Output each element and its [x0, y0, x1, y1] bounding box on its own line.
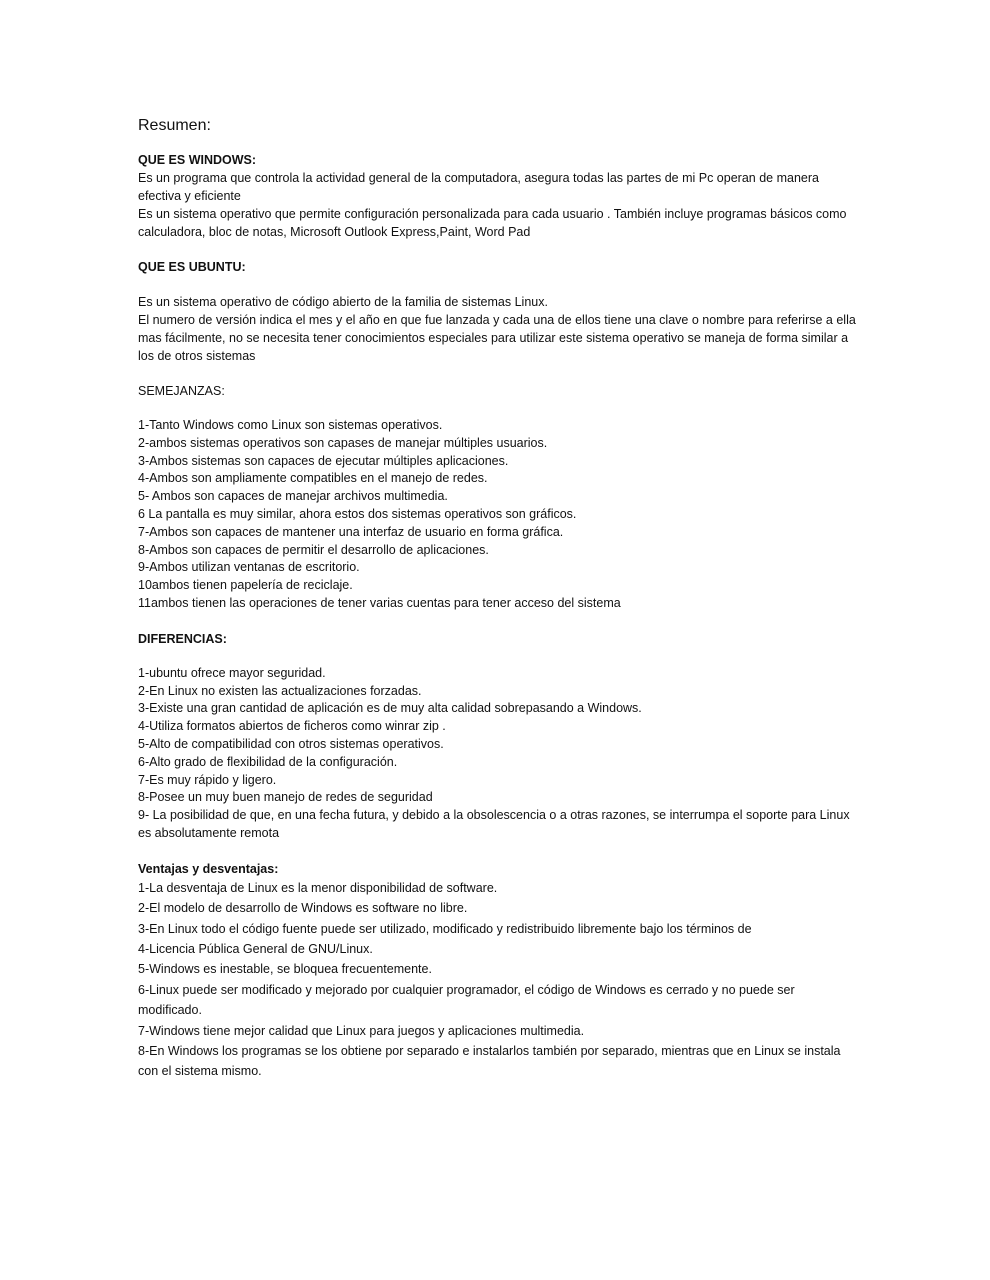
list-item: 1-ubuntu ofrece mayor seguridad. [138, 665, 326, 680]
list-item: 3-Existe una gran cantidad de aplicación es de muy alta calidad sobrepasando a Windows. [138, 701, 642, 716]
list-item: 1-Tanto Windows como Linux son sistemas operativos. [138, 418, 443, 432]
section-windows [138, 151, 858, 241]
section-diferencias [138, 630, 858, 843]
windows-paragraph-1: Es un programa que controla la actividad general de la computadora, asegura todas las partes de mi Pc operan de manera efectiva y eficiente [138, 171, 819, 203]
list-item: 5-Alto de compatibilidad con otros sistemas operativos. [138, 736, 444, 751]
list-item: 7-Es muy rápido y ligero. [138, 772, 277, 787]
list-item: 9- La posibilidad de que, en una fecha futura, y debido a la obsolescencia o a otras razones, se interrumpa el soporte para Linux es absolutamente remota [138, 808, 850, 840]
section-ventajas [138, 860, 858, 1082]
page-title: Resumen: [138, 117, 211, 134]
list-item: 5- Ambos son capaces de manejar archivos multimedia. [138, 489, 448, 504]
list-item: 1-La desventaja de Linux es la menor disponibilidad de software. [138, 880, 498, 895]
list-item: 7-Ambos son capaces de mantener una interfaz de usuario en forma gráfica. [138, 524, 564, 539]
spacer [138, 365, 858, 382]
spacer [138, 241, 858, 258]
spacer [138, 276, 858, 293]
list-item: 6 La pantalla es muy similar, ahora estos dos sistemas operativos son gráficos. [138, 506, 577, 521]
semejanzas-list [138, 417, 858, 613]
heading-windows: QUE ES WINDOWS: [138, 153, 257, 167]
list-item: 2-ambos sistemas operativos son capases de manejar múltiples usuarios. [138, 435, 548, 450]
list-item: 6-Linux puede ser modificado y mejorado por cualquier programador, el código de Windows es cerrado y no puede ser modificado. [138, 982, 795, 1018]
spacer [138, 843, 858, 860]
list-item: 9-Ambos utilizan ventanas de escritorio. [138, 560, 360, 575]
heading-semejanzas: SEMEJANZAS: [138, 384, 225, 398]
list-item: 5-Windows es inestable, se bloquea frecuentemente. [138, 962, 432, 977]
list-item: 8-En Windows los programas se los obtiene por separado e instalarlos también por separado, mientras que en Linux se instala con el sistema mismo. [138, 1043, 841, 1079]
spacer [138, 648, 858, 665]
list-item: 4-Ambos son ampliamente compatibles en el manejo de redes. [138, 471, 488, 486]
list-item: 4-Utiliza formatos abiertos de ficheros como winrar zip . [138, 719, 446, 734]
section-ubuntu [138, 258, 858, 365]
list-item: 7-Windows tiene mejor calidad que Linux para juegos y aplicaciones multimedia. [138, 1023, 585, 1038]
list-item: 3-En Linux todo el código fuente puede ser utilizado, modificado y redistribuido libremente bajo los términos de [138, 921, 752, 936]
list-item: 2-En Linux no existen las actualizaciones forzadas. [138, 683, 422, 698]
heading-ventajas: Ventajas y desventajas: [138, 861, 279, 876]
spacer [138, 613, 858, 630]
ventajas-list [138, 878, 858, 1082]
section-semejanzas [138, 382, 858, 613]
list-item: 11ambos tienen las operaciones de tener varias cuentas para tener acceso del sistema [138, 595, 621, 610]
list-item: 6-Alto grado de flexibilidad de la configuración. [138, 754, 398, 769]
heading-diferencias: DIFERENCIAS: [138, 631, 227, 646]
list-item: 8-Ambos son capaces de permitir el desarrollo de aplicaciones. [138, 542, 489, 557]
list-item: 10ambos tienen papelería de reciclaje. [138, 578, 353, 593]
diferencias-list [138, 665, 858, 843]
list-item: 8-Posee un muy buen manejo de redes de seguridad [138, 790, 433, 805]
spacer [138, 400, 858, 417]
heading-ubuntu: QUE ES UBUNTU: [138, 260, 246, 274]
list-item: 4-Licencia Pública General de GNU/Linux. [138, 941, 373, 956]
list-item: 2-El modelo de desarrollo de Windows es software no libre. [138, 901, 468, 916]
ubuntu-paragraph-1: Es un sistema operativo de código abierto de la familia de sistemas Linux. [138, 295, 548, 309]
windows-paragraph-2: Es un sistema operativo que permite configuración personalizada para cada usuario . También incluye programas básicos como calculadora, bloc de notas, Microsoft Outlook Express,Paint, Word Pad [138, 207, 847, 239]
document-page [138, 115, 858, 1082]
list-item: 3-Ambos sistemas son capaces de ejecutar múltiples aplicaciones. [138, 453, 509, 468]
ubuntu-paragraph-2: El numero de versión indica el mes y el año en que fue lanzada y cada una de ellos tiene una clave o nombre para referirse a ella mas fácilmente, no se necesita tener conocimientos especiales para utilizar este sistema operativo se maneja de forma similar a los de otros sistemas [138, 313, 856, 363]
